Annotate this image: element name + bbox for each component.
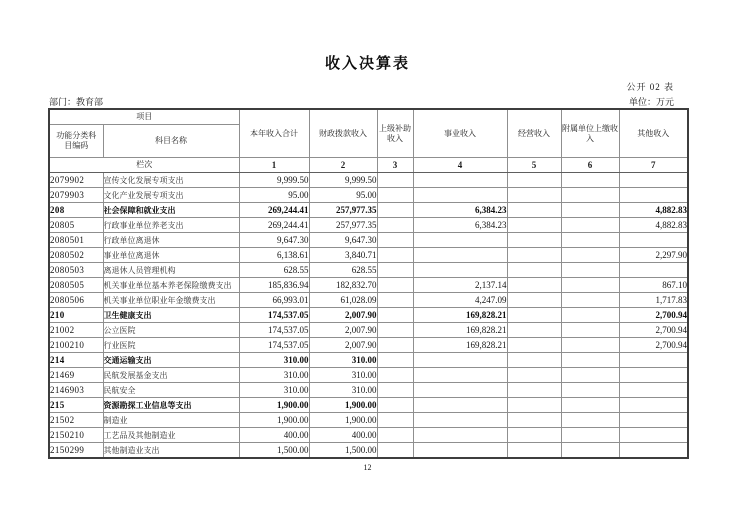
row-code-cell: 2080502 [49,248,103,263]
row-value-cell: 867.10 [619,278,688,293]
table-row [49,218,688,233]
row-value-cell [619,398,688,413]
row-code-cell: 21469 [49,368,103,383]
row-value-cell [377,188,413,203]
row-code-cell: 2080506 [49,293,103,308]
row-value-cell: 257,977.35 [309,203,377,218]
row-value-cell: 2,007.90 [309,308,377,323]
table-row [49,188,688,203]
row-value-cell [507,323,561,338]
lanci-4: 4 [413,158,507,173]
row-code-cell: 2080505 [49,278,103,293]
table-row [49,353,688,368]
header-col-total: 本年收入合计 [239,109,309,158]
row-value-cell [413,173,507,188]
row-value-cell [377,368,413,383]
row-value-cell: 95.00 [309,188,377,203]
row-code-cell: 208 [49,203,103,218]
row-value-cell: 1,900.00 [309,413,377,428]
header-code-text: 功能分类科目编码 [56,131,97,150]
row-value-cell [507,398,561,413]
row-name-cell: 宣传文化发展专项支出 [103,173,239,188]
row-code-cell: 21002 [49,323,103,338]
header-code [49,125,103,158]
row-value-cell: 2,700.94 [619,323,688,338]
row-value-cell: 174,537.05 [239,323,309,338]
table-row [49,338,688,353]
row-value-cell: 9,647.30 [309,233,377,248]
table-row [49,203,688,218]
row-value-cell: 310.00 [239,353,309,368]
row-value-cell: 310.00 [239,368,309,383]
row-value-cell: 6,384.23 [413,203,507,218]
row-value-cell [619,383,688,398]
row-value-cell: 1,500.00 [309,443,377,459]
row-value-cell: 9,999.50 [239,173,309,188]
row-value-cell: 2,700.94 [619,308,688,323]
row-value-cell: 269,244.41 [239,218,309,233]
table-row [49,323,688,338]
header-col-affiliate: 附属单位上缴收入 [561,109,619,158]
row-value-cell [413,353,507,368]
row-value-cell [561,413,619,428]
row-value-cell: 1,900.00 [309,398,377,413]
row-value-cell [413,368,507,383]
row-value-cell [377,413,413,428]
row-value-cell: 9,647.30 [239,233,309,248]
row-value-cell: 169,828.21 [413,323,507,338]
row-value-cell: 1,717.83 [619,293,688,308]
row-value-cell [413,413,507,428]
row-value-cell [413,263,507,278]
row-value-cell [507,263,561,278]
row-value-cell [413,233,507,248]
row-value-cell [507,188,561,203]
row-value-cell [377,218,413,233]
row-value-cell [561,263,619,278]
row-value-cell [561,173,619,188]
row-value-cell [377,173,413,188]
row-code-cell: 214 [49,353,103,368]
row-value-cell [507,293,561,308]
row-value-cell [619,188,688,203]
header-row-project [49,109,688,125]
header-col-business: 事业收入 [413,109,507,158]
row-value-cell [413,443,507,459]
lanci-7: 7 [619,158,688,173]
row-name-cell: 行政事业单位养老支出 [103,218,239,233]
row-value-cell: 628.55 [309,263,377,278]
header-col-other: 其他收入 [619,109,688,158]
row-name-cell: 机关事业单位职业年金缴费支出 [103,293,239,308]
row-value-cell [507,428,561,443]
row-value-cell: 9,999.50 [309,173,377,188]
row-value-cell [561,188,619,203]
row-value-cell [377,203,413,218]
row-name-cell: 机关事业单位基本养老保险缴费支出 [103,278,239,293]
row-value-cell: 66,993.01 [239,293,309,308]
row-code-cell: 2079903 [49,188,103,203]
row-value-cell [377,293,413,308]
row-name-cell: 制造业 [103,413,239,428]
row-value-cell: 95.00 [239,188,309,203]
header-row-lanci [49,158,688,173]
lanci-label: 栏次 [49,158,239,173]
row-value-cell [377,428,413,443]
row-value-cell: 4,882.83 [619,218,688,233]
row-value-cell [561,278,619,293]
row-value-cell: 310.00 [239,383,309,398]
row-value-cell [507,308,561,323]
row-value-cell [561,323,619,338]
row-value-cell: 169,828.21 [413,338,507,353]
row-name-cell: 其他制造业支出 [103,443,239,459]
row-value-cell [561,248,619,263]
row-value-cell: 400.00 [309,428,377,443]
row-name-cell: 离退休人员管理机构 [103,263,239,278]
row-code-cell: 210 [49,308,103,323]
table-row [49,383,688,398]
row-value-cell: 400.00 [239,428,309,443]
row-value-cell: 2,007.90 [309,338,377,353]
row-value-cell [507,413,561,428]
row-value-cell [377,278,413,293]
row-name-cell: 事业单位离退休 [103,248,239,263]
row-value-cell: 6,384.23 [413,218,507,233]
row-name-cell: 行业医院 [103,338,239,353]
lanci-6: 6 [561,158,619,173]
row-name-cell: 卫生健康支出 [103,308,239,323]
row-code-cell: 2146903 [49,383,103,398]
row-value-cell: 310.00 [309,383,377,398]
row-value-cell: 182,832.70 [309,278,377,293]
row-value-cell [377,353,413,368]
row-code-cell: 21502 [49,413,103,428]
row-value-cell: 1,500.00 [239,443,309,459]
row-value-cell [507,218,561,233]
row-value-cell [561,398,619,413]
row-value-cell [619,233,688,248]
page-title: 收入决算表 [324,56,410,72]
row-name-cell: 民航安全 [103,383,239,398]
row-value-cell [619,353,688,368]
row-value-cell [561,233,619,248]
row-value-cell: 185,836.94 [239,278,309,293]
row-code-cell: 2080501 [49,233,103,248]
row-value-cell [619,368,688,383]
table-body [49,173,688,459]
row-value-cell: 174,537.05 [239,308,309,323]
row-name-cell: 资源勘探工业信息等支出 [103,398,239,413]
row-name-cell: 工艺品及其他制造业 [103,428,239,443]
row-name-cell: 行政单位离退休 [103,233,239,248]
row-code-cell: 2150299 [49,443,103,459]
row-value-cell: 269,244.41 [239,203,309,218]
table-row [49,293,688,308]
row-value-cell: 174,537.05 [239,338,309,353]
table-row [49,443,688,459]
row-value-cell [377,263,413,278]
row-value-cell: 169,828.21 [413,308,507,323]
row-value-cell [377,398,413,413]
row-value-cell [561,203,619,218]
row-value-cell: 628.55 [239,263,309,278]
row-code-cell: 2100210 [49,338,103,353]
table-row [49,308,688,323]
row-value-cell [619,173,688,188]
row-value-cell [507,338,561,353]
row-value-cell [619,428,688,443]
row-code-cell: 20805 [49,218,103,233]
row-value-cell [561,308,619,323]
row-code-cell: 2150210 [49,428,103,443]
row-code-cell: 215 [49,398,103,413]
header-project: 项目 [49,109,239,125]
row-value-cell: 3,840.71 [309,248,377,263]
table-row [49,428,688,443]
row-value-cell [377,248,413,263]
row-value-cell [619,413,688,428]
lanci-3: 3 [377,158,413,173]
table-row [49,368,688,383]
row-value-cell [413,383,507,398]
table-row [49,398,688,413]
row-value-cell: 1,900.00 [239,413,309,428]
row-value-cell: 6,138.61 [239,248,309,263]
row-value-cell [561,353,619,368]
row-value-cell [507,203,561,218]
row-value-cell [561,338,619,353]
row-value-cell [377,308,413,323]
row-value-cell [619,263,688,278]
row-value-cell [507,173,561,188]
row-name-cell: 文化产业发展专项支出 [103,188,239,203]
row-value-cell: 1,900.00 [239,398,309,413]
row-value-cell [377,233,413,248]
row-value-cell: 2,297.90 [619,248,688,263]
table-row [49,233,688,248]
lanci-5: 5 [507,158,561,173]
row-value-cell [507,443,561,459]
unit-label: 单位：万元 [628,97,674,107]
row-value-cell: 257,977.35 [309,218,377,233]
table-row [49,248,688,263]
row-value-cell [377,338,413,353]
table-row [49,278,688,293]
table-header [49,109,688,173]
row-value-cell: 61,028.09 [309,293,377,308]
row-code-cell: 2079902 [49,173,103,188]
doc-number-label: 公开 02 表 [626,82,674,92]
row-value-cell [561,383,619,398]
row-value-cell: 4,882.83 [619,203,688,218]
row-value-cell [561,368,619,383]
row-name-cell: 公立医院 [103,323,239,338]
row-value-cell [561,293,619,308]
row-value-cell [377,323,413,338]
row-value-cell [561,218,619,233]
row-value-cell [561,428,619,443]
row-value-cell: 2,007.90 [309,323,377,338]
table-row [49,413,688,428]
header-col-superior-text: 上级补助收入 [379,123,411,143]
page-number: 12 [363,463,372,472]
row-value-cell: 4,247.09 [413,293,507,308]
row-value-cell [507,368,561,383]
row-value-cell [507,383,561,398]
row-value-cell [507,248,561,263]
header-col-operating: 经营收入 [507,109,561,158]
department-label: 部门：教育部 [49,97,104,107]
row-name-cell: 社会保障和就业支出 [103,203,239,218]
header-col-superior [377,109,413,158]
row-value-cell: 2,137.14 [413,278,507,293]
row-value-cell: 310.00 [309,368,377,383]
revenue-table [48,108,689,459]
row-name-cell: 交通运输支出 [103,353,239,368]
lanci-1: 1 [239,158,309,173]
row-value-cell [413,398,507,413]
row-value-cell [507,278,561,293]
header-col-fiscal: 财政拨款收入 [309,109,377,158]
row-value-cell [377,383,413,398]
row-name-cell: 民航发展基金支出 [103,368,239,383]
row-value-cell [413,248,507,263]
row-code-cell: 2080503 [49,263,103,278]
row-value-cell: 2,700.94 [619,338,688,353]
row-value-cell [507,353,561,368]
table-row [49,173,688,188]
row-value-cell [377,443,413,459]
row-value-cell [413,188,507,203]
lanci-2: 2 [309,158,377,173]
row-value-cell [507,233,561,248]
row-value-cell [619,443,688,459]
header-subject: 科目名称 [103,125,239,158]
row-value-cell [561,443,619,459]
row-value-cell: 310.00 [309,353,377,368]
table-row [49,263,688,278]
row-value-cell [413,428,507,443]
